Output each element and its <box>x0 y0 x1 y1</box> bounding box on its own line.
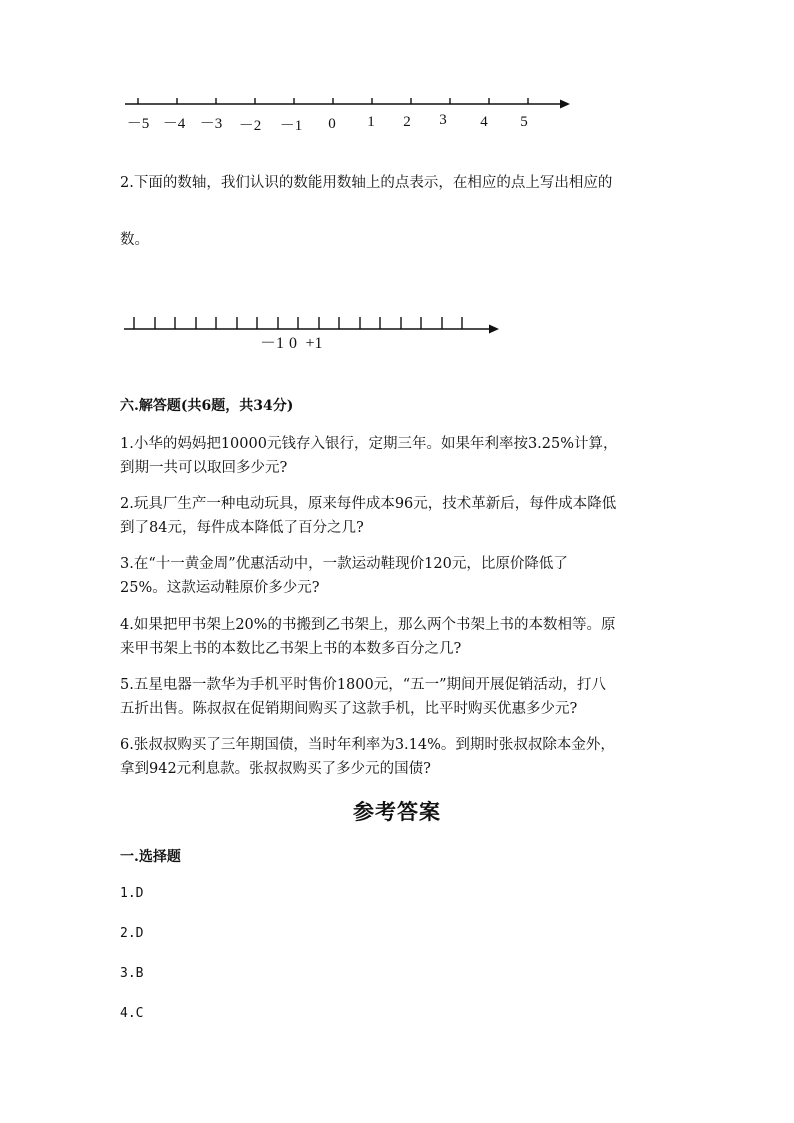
question-line: 6.张叔叔购买了三年期国债，当时年利率为3.14%。到期时张叔叔除本金外， <box>120 737 615 753</box>
section-6-heading: 六.解答题(共6题，共34分) <box>120 398 294 414</box>
question-line: 到了84元，每件成本降低了百分之几? <box>120 520 364 536</box>
question-2-line-2: 数。 <box>120 232 149 248</box>
number-line-1-label: －3 <box>199 116 223 132</box>
question-item <box>120 492 680 540</box>
number-line-1-label: 3 <box>439 112 447 128</box>
answer-item: 1.D <box>120 886 144 901</box>
answers-section-heading: 一.选择题 <box>120 849 181 865</box>
number-line-1-arrow <box>560 100 570 109</box>
answer-item: 2.D <box>120 926 144 941</box>
number-line-2-label-zero: 0 <box>289 335 297 352</box>
number-line-2-label-pos: +1 <box>305 335 323 352</box>
question-line: 25%。这款运动鞋原价多少元? <box>120 580 320 596</box>
question-line: 五折出售。陈叔叔在促销期间购买了这款手机，比平时购买优惠多少元? <box>120 701 578 717</box>
question-line: 1.小华的妈妈把10000元钱存入银行，定期三年。如果年利率按3.25%计算， <box>120 436 618 452</box>
question-line: 拿到942元利息款。张叔叔购买了多少元的国债? <box>120 761 431 777</box>
question-2-line-1: 2.下面的数轴，我们认识的数能用数轴上的点表示，在相应的点上写出相应的 <box>120 175 613 191</box>
number-line-1-label: －5 <box>126 116 150 132</box>
question-item <box>120 733 680 781</box>
number-line-1-label: 4 <box>480 114 488 130</box>
question-line: 到期一共可以取回多少元? <box>120 460 288 476</box>
question-line: 来甲书架上书的本数比乙书架上书的本数多百分之几? <box>120 641 462 657</box>
number-line-1 <box>0 0 794 150</box>
number-line-1-label: 2 <box>403 114 411 130</box>
number-line-1-label: －2 <box>238 118 262 134</box>
number-line-1-label: 5 <box>520 114 528 130</box>
number-line-2 <box>0 300 794 360</box>
number-line-2-ticks <box>134 317 462 329</box>
number-line-1-ticks <box>138 98 528 104</box>
question-item <box>120 673 680 721</box>
number-line-2-label-neg: －1 <box>259 335 285 352</box>
question-line: 5.五星电器一款华为手机平时售价1800元，“五一”期间开展促销活动，打八 <box>120 677 607 693</box>
question-line: 3.在“十一黄金周”优惠活动中，一款运动鞋现价120元，比原价降低了 <box>120 556 568 572</box>
answer-item: 3.B <box>120 966 144 981</box>
answers-title: 参考答案 <box>353 799 441 824</box>
number-line-1-label: 0 <box>328 116 336 132</box>
number-line-1-label: －4 <box>162 116 186 132</box>
question-item <box>120 613 680 661</box>
answer-item: 4.C <box>120 1006 144 1021</box>
question-line: 4.如果把甲书架上20%的书搬到乙书架上，那么两个书架上书的本数相等。原 <box>120 617 616 633</box>
question-line: 2.玩具厂生产一种电动玩具，原来每件成本96元，技术革新后，每件成本降低 <box>120 496 617 512</box>
number-line-2-arrow <box>489 325 499 334</box>
question-item <box>120 432 680 480</box>
number-line-1-label: 1 <box>367 114 375 130</box>
question-item <box>120 552 680 600</box>
number-line-1-label: －1 <box>279 118 303 134</box>
